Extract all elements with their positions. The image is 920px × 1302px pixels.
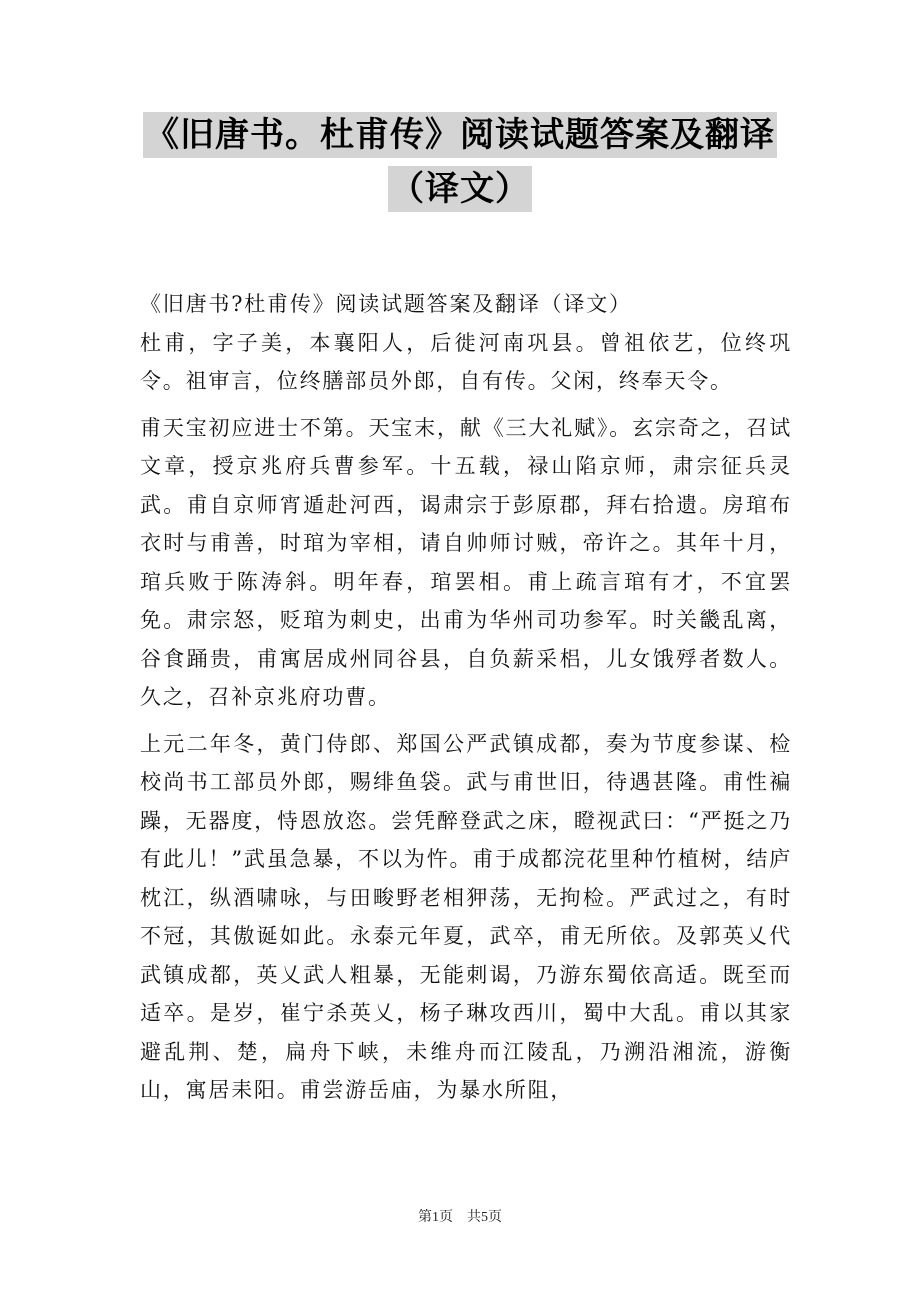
title-line-2: （译文） xyxy=(388,166,532,212)
paragraph-2: 甫天宝初应进士不第。天宝末，献《三大礼赋》。玄宗奇之，召试文章，授京兆府兵曹参军。十五载，禄山陷京师，肃宗征兵灵武。甫自京师宵遁赴河西，谒肃宗于彭原郡，拜右拾遗。房琯布衣时与甫善，时琯为宰相，请自帅师讨贼，帝许之。其年十月，琯兵败于陈涛斜。明年春，琯罢相。甫上疏言琯有才，不宜罢免。肃宗怒，贬琯为刺史，出甫为华州司功参军。时关畿乱离，谷食踊贵，甫寓居成州同谷县，自负薪采梠，儿女饿殍者数人。久之，召补京兆府功曹。 xyxy=(140,415,792,709)
paragraph-3: 上元二年冬，黄门侍郎、郑国公严武镇成都，奏为节度参谋、检校尚书工部员外郎，赐绯鱼袋。武与甫世旧，待遇甚隆。甫性褊躁，无器度，恃恩放恣。尝凭醉登武之床，瞪视武曰：“严挺之乃有此儿！”武虽急暴，不以为忤。甫于成都浣花里种竹植树，结庐枕江，纵酒啸咏，与田畯野老相狎荡，无拘检。严武过之，有时不冠，其傲诞如此。永泰元年夏，武卒，甫无所依。及郭英乂代武镇成都，英乂武人粗暴，无能刺谒，乃游东蜀依高适。既至而适卒。是岁，崔宁杀英乂，杨子琳攻西川，蜀中大乱。甫以其家避乱荆、楚，扁舟下峡，未维舟而江陵乱，乃溯沿湘流，游衡山，寓居耒阳。甫尝游岳庙，为暴水所阻， xyxy=(140,731,792,1102)
page-footer xyxy=(0,1206,920,1226)
paragraph-1: 杜甫，字子美，本襄阳人，后徙河南巩县。曾祖依艺，位终巩令。祖审言，位终膳部员外郎，自有传。父闲，终奉天令。 xyxy=(140,330,792,393)
document-subtitle: 《旧唐书?杜甫传》阅读试题答案及翻译（译文） xyxy=(140,292,632,316)
page-number: 第1页 共5页 xyxy=(418,1210,502,1225)
title-line-1: 《旧唐书。杜甫传》阅读试题答案及翻译 xyxy=(143,112,777,158)
document-body xyxy=(140,285,792,1118)
document-title xyxy=(0,112,920,212)
